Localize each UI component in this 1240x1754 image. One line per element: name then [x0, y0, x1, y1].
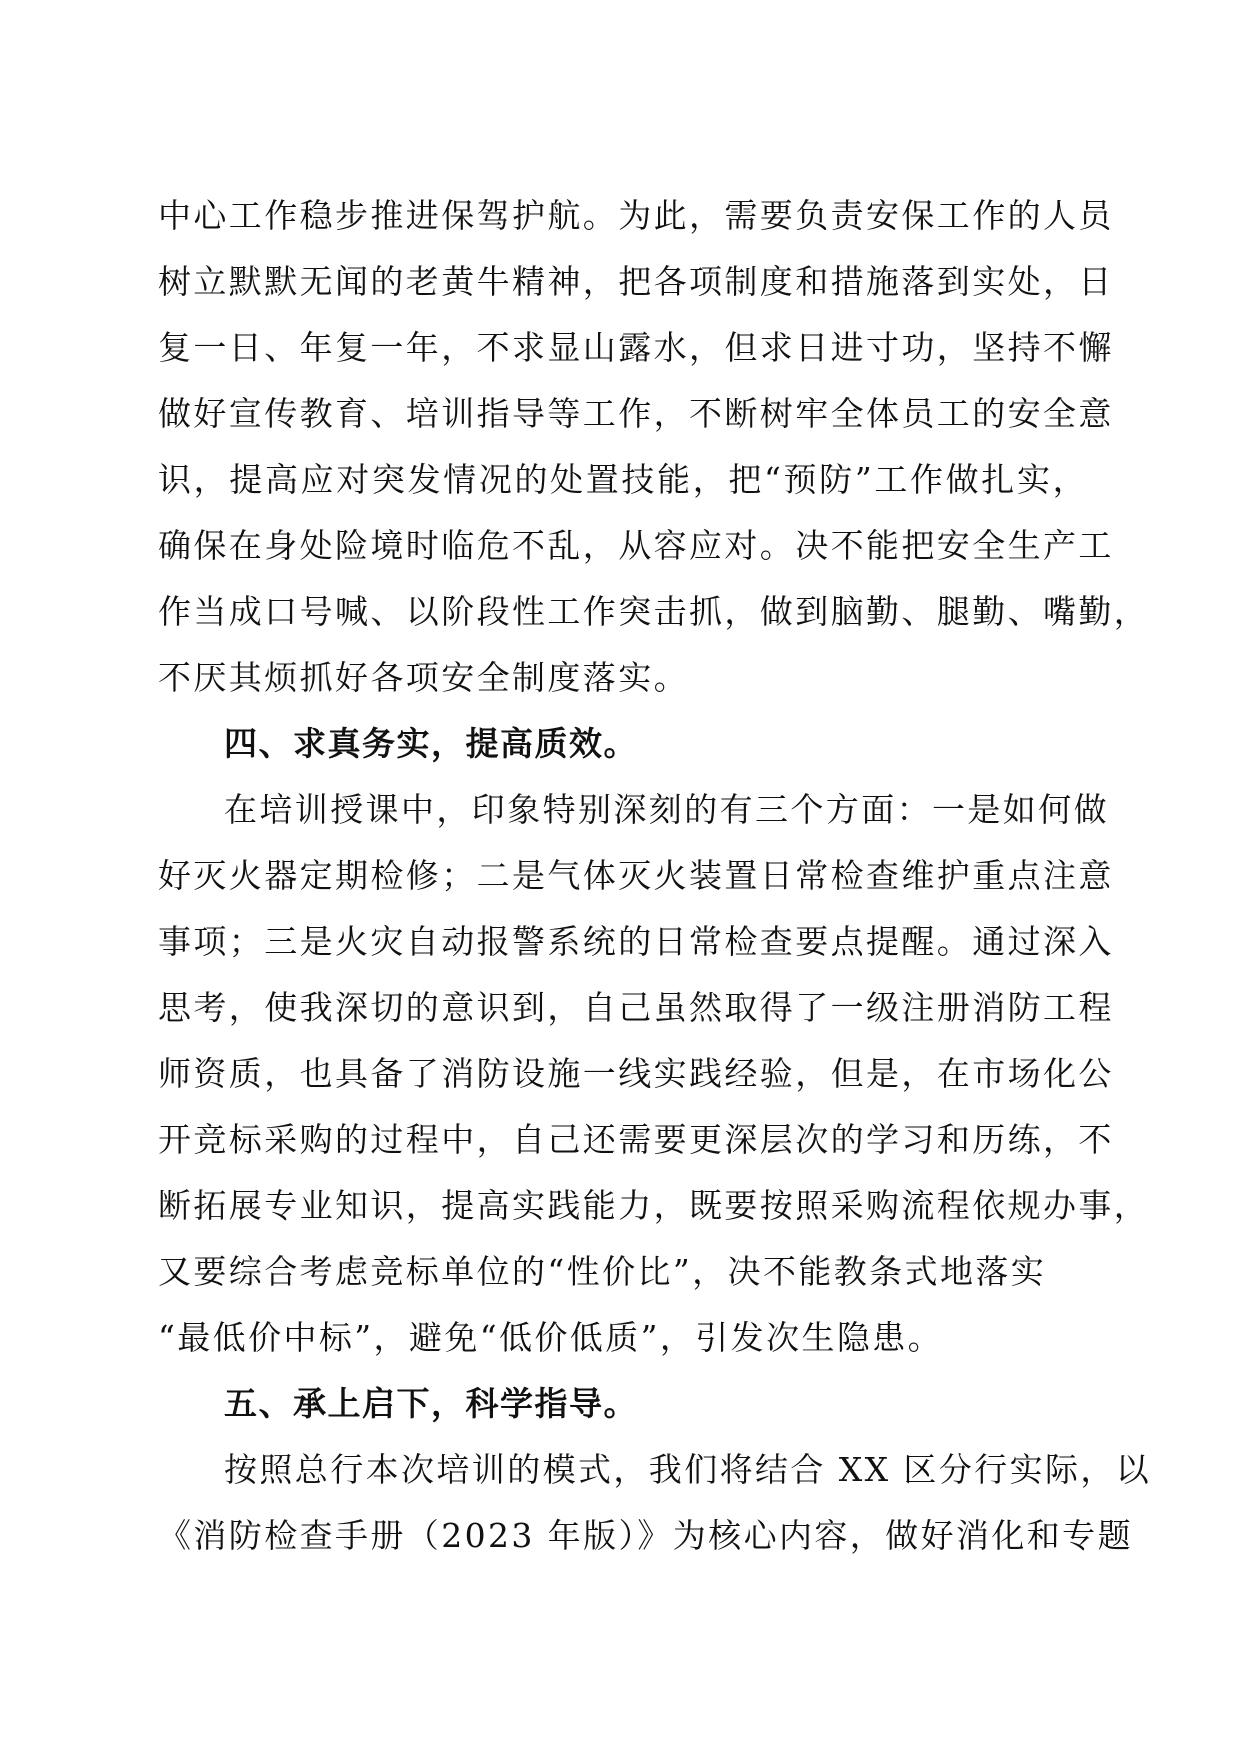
body-text-line: 按照总行本次培训的模式，我们将结合 XX 区分行实际，以	[224, 1450, 1152, 1489]
body-text-line: 在培训授课中，印象特别深刻的有三个方面：一是如何做	[224, 790, 1109, 829]
section-heading-4: 四、求真务实，提高质效。	[224, 724, 638, 763]
body-text-line: 不厌其烦抓好各项安全制度落实。	[158, 658, 689, 697]
body-text-line: 做好宣传教育、培训指导等工作，不断树牢全体员工的安全意	[158, 394, 1114, 433]
body-text-line: 又要综合考虑竞标单位的“性价比”，决不能教条式地落实	[158, 1252, 1047, 1291]
body-text-line: 复一日、年复一年，不求显山露水，但求日进寸功，坚持不懈	[158, 328, 1114, 367]
section-heading-5: 五、承上启下，科学指导。	[224, 1384, 638, 1423]
body-text-line: 中心工作稳步推进保驾护航。为此，需要负责安保工作的人员	[158, 196, 1114, 235]
body-text-line: 好灭火器定期检修；二是气体灭火装置日常检查维护重点注意	[158, 856, 1114, 895]
document-page	[158, 183, 1152, 1569]
body-text-line: 树立默默无闻的老黄牛精神，把各项制度和措施落到实处，日	[158, 262, 1114, 301]
body-text-line: 思考，使我深切的意识到，自己虽然取得了一级注册消防工程	[158, 988, 1114, 1027]
body-text-line: 作当成口号喊、以阶段性工作突击抓，做到脑勤、腿勤、嘴勤，	[158, 592, 1150, 631]
body-text-line: 事项；三是火灾自动报警系统的日常检查要点提醒。通过深入	[158, 922, 1114, 961]
body-text-line: “最低价中标”，避免“低价低质”，引发次生隐患。	[158, 1318, 944, 1357]
body-text-line: 师资质，也具备了消防设施一线实践经验，但是，在市场化公	[158, 1054, 1114, 1093]
body-text-line: 识，提高应对突发情况的处置技能，把“预防”工作做扎实，	[158, 460, 1088, 499]
body-text-line: 开竞标采购的过程中，自己还需要更深层次的学习和历练，不	[158, 1120, 1114, 1159]
body-text-line: 《消防检查手册（2023 年版）》为核心内容，做好消化和专题	[158, 1516, 1133, 1555]
body-text-line: 断拓展专业知识，提高实践能力，既要按照采购流程依规办事，	[158, 1186, 1150, 1225]
body-text-line: 确保在身处险境时临危不乱，从容应对。决不能把安全生产工	[158, 526, 1114, 565]
